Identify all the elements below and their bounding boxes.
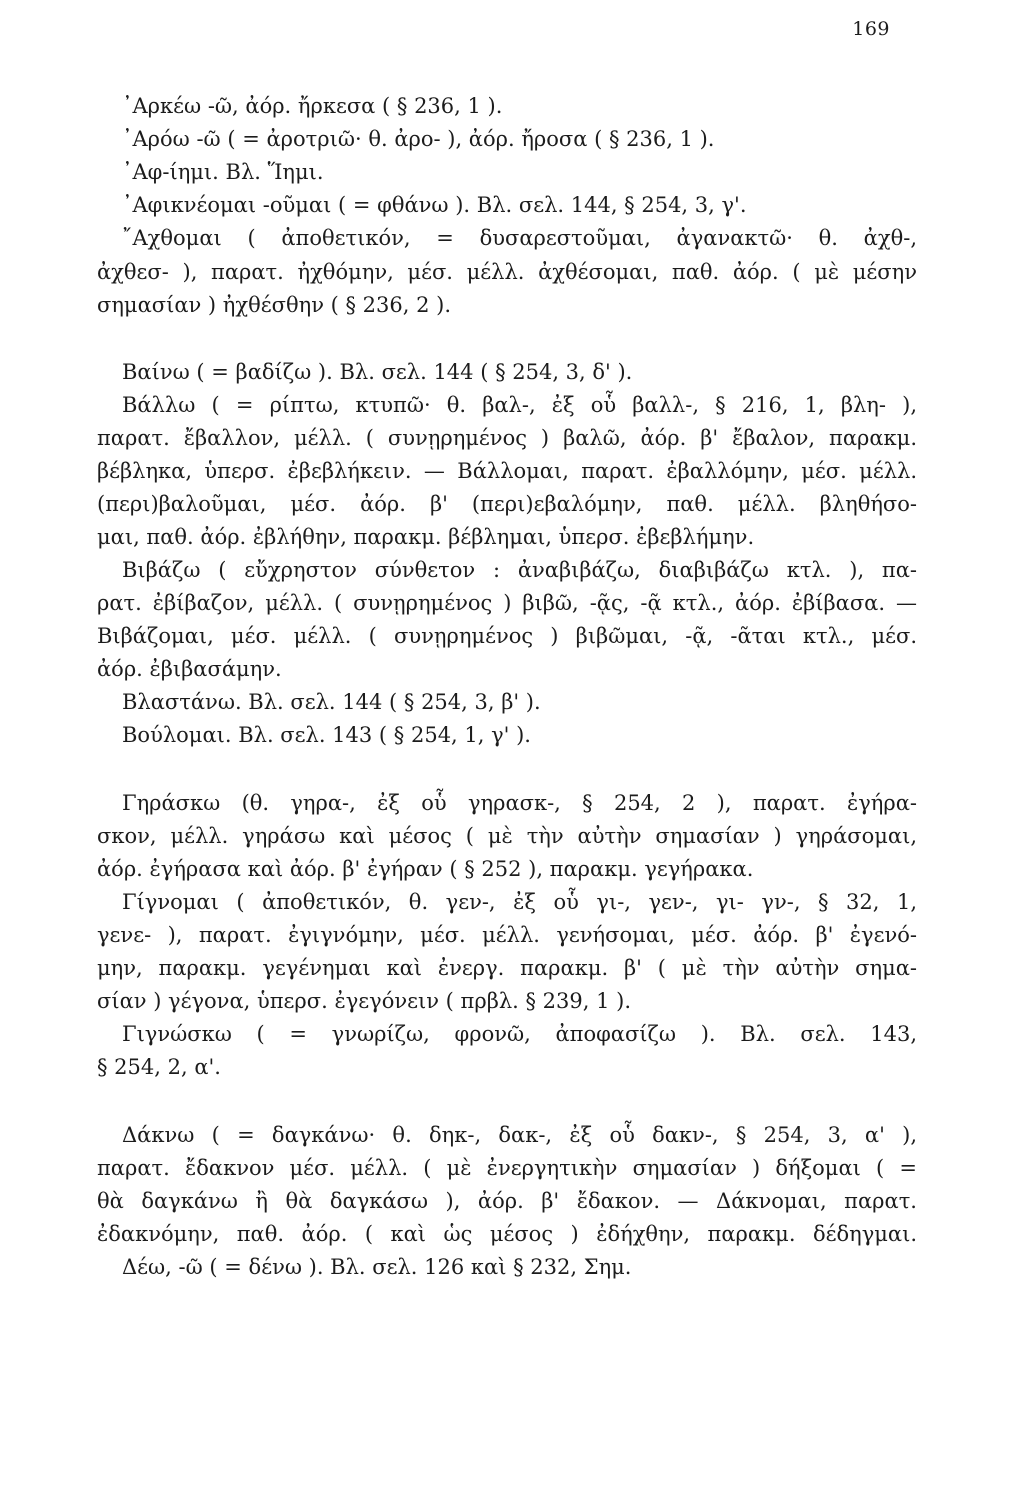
text-line: (περι)βαλοῦμαι, μέσ. ἀόρ. β' (περι)εβαλόμην, παθ. μέλλ. βληθήσο- [97,492,917,516]
text-line: Βιβάζομαι, μέσ. μέλλ. ( συνῃρημένος ) βιβῶμαι, -ᾷ, -ᾶται κτλ., μέσ. [97,624,917,648]
text-line: Γίγνομαι ( ἀποθετικόν, θ. γεν-, ἐξ οὗ γι-, γεν-, γι- γν-, § 32, 1, [122,890,917,914]
text-line: μαι, παθ. ἀόρ. ἐβλήθην, παρακμ. βέβλημαι, ὑπερσ. ἐβεβλήμην. [97,525,755,549]
text-line: Βάλλω ( = ρίπτω, κτυπῶ· θ. βαλ-, ἐξ οὗ βαλλ-, § 216, 1, βλη- ), [122,393,917,417]
text-line: Βιβάζω ( εὔχρηστον σύνθετον : ἀναβιβάζω, διαβιβάζω κτλ. ), πα- [122,558,917,582]
text-line: Βούλομαι. Βλ. σελ. 143 ( § 254, 1, γ' ). [122,723,531,747]
page-number: 169 [852,18,890,40]
text-line: γενε- ), παρατ. ἐγιγνόμην, μέσ. μέλλ. γενήσομαι, μέσ. ἀόρ. β' ἐγενό- [97,923,917,947]
text-line: § 254, 2, α'. [97,1055,221,1079]
text-line: ᾿Αφικνέομαι -οῦμαι ( = φθάνω ). Βλ. σελ. 144, § 254, 3, γ'. [122,193,747,217]
text-line: ἐδακνόμην, παθ. ἀόρ. ( καὶ ὡς μέσος ) ἐδήχθην, παρακμ. δέδηγμαι. [97,1222,917,1246]
text-line: θὰ δαγκάνω ἢ θὰ δαγκάσω ), ἀόρ. β' ἔδακον. — Δάκνομαι, παρατ. [97,1189,917,1213]
text-line: Βαίνω ( = βαδίζω ). Βλ. σελ. 144 ( § 254, 3, δ' ). [122,360,633,384]
text-line: Βλαστάνω. Βλ. σελ. 144 ( § 254, 3, β' ). [122,690,541,714]
text-line: ῎Αχθομαι ( ἀποθετικόν, = δυσαρεστοῦμαι, ἀγανακτῶ· θ. ἀχθ-, [122,226,917,250]
text-line: ᾿Αρκέω -ῶ, ἀόρ. ἤρκεσα ( § 236, 1 ). [122,94,503,118]
text-line: παρατ. ἔβαλλον, μέλλ. ( συνῃρημένος ) βαλῶ, ἀόρ. β' ἔβαλον, παρακμ. [97,426,917,450]
text-line: Δάκνω ( = δαγκάνω· θ. δηκ-, δακ-, ἐξ οὗ δακν-, § 254, 3, α' ), [122,1123,917,1147]
text-line: Γιγνώσκω ( = γνωρίζω, φρονῶ, ἀποφασίζω ). Βλ. σελ. 143, [122,1022,917,1046]
text-line: σημασίαν ) ἠχθέσθην ( § 236, 2 ). [97,293,452,317]
text-line: παρατ. ἔδακνον μέσ. μέλλ. ( μὲ ἐνεργητικὴν σημασίαν ) δήξομαι ( = [97,1156,917,1180]
text-line: ἀχθεσ- ), παρατ. ἠχθόμην, μέσ. μέλλ. ἀχθέσομαι, παθ. ἀόρ. ( μὲ μέσην [97,260,917,284]
text-line: σίαν ) γέγονα, ὑπερσ. ἐγεγόνειν ( πρβλ. § 239, 1 ). [97,989,632,1013]
text-line: βέβληκα, ὑπερσ. ἐβεβλήκειν. — Βάλλομαι, παρατ. ἐβαλλόμην, μέσ. μέλλ. [97,459,917,483]
text-line: ᾿Αρόω -ῶ ( = ἀροτριῶ· θ. ἀρο- ), ἀόρ. ἤροσα ( § 236, 1 ). [122,127,715,151]
text-line: ἀόρ. ἐβιβασάμην. [97,657,282,681]
text-line: ᾿Αφ-ίημι. Βλ. Ἵημι. [122,160,324,184]
text-line: Δέω, -ῶ ( = δένω ). Βλ. σελ. 126 καὶ § 232, Σημ. [122,1255,632,1279]
text-line: σκον, μέλλ. γηράσω καὶ μέσος ( μὲ τὴν αὐτὴν σημασίαν ) γηράσομαι, [97,824,917,848]
text-line: μην, παρακμ. γεγένημαι καὶ ἐνεργ. παρακμ. β' ( μὲ τὴν αὐτὴν σημα- [97,956,917,980]
text-line: ρατ. ἐβίβαζον, μέλλ. ( συνῃρημένος ) βιβῶ, -ᾷς, -ᾷ κτλ., ἀόρ. ἐβίβασα. — [97,591,917,615]
text-line: ἀόρ. ἐγήρασα καὶ ἀόρ. β' ἐγήραν ( § 252 ), παρακμ. γεγήρακα. [97,857,754,881]
text-line: Γηράσκω (θ. γηρα-, ἐξ οὗ γηρασκ-, § 254, 2 ), παρατ. ἐγήρα- [122,791,917,815]
